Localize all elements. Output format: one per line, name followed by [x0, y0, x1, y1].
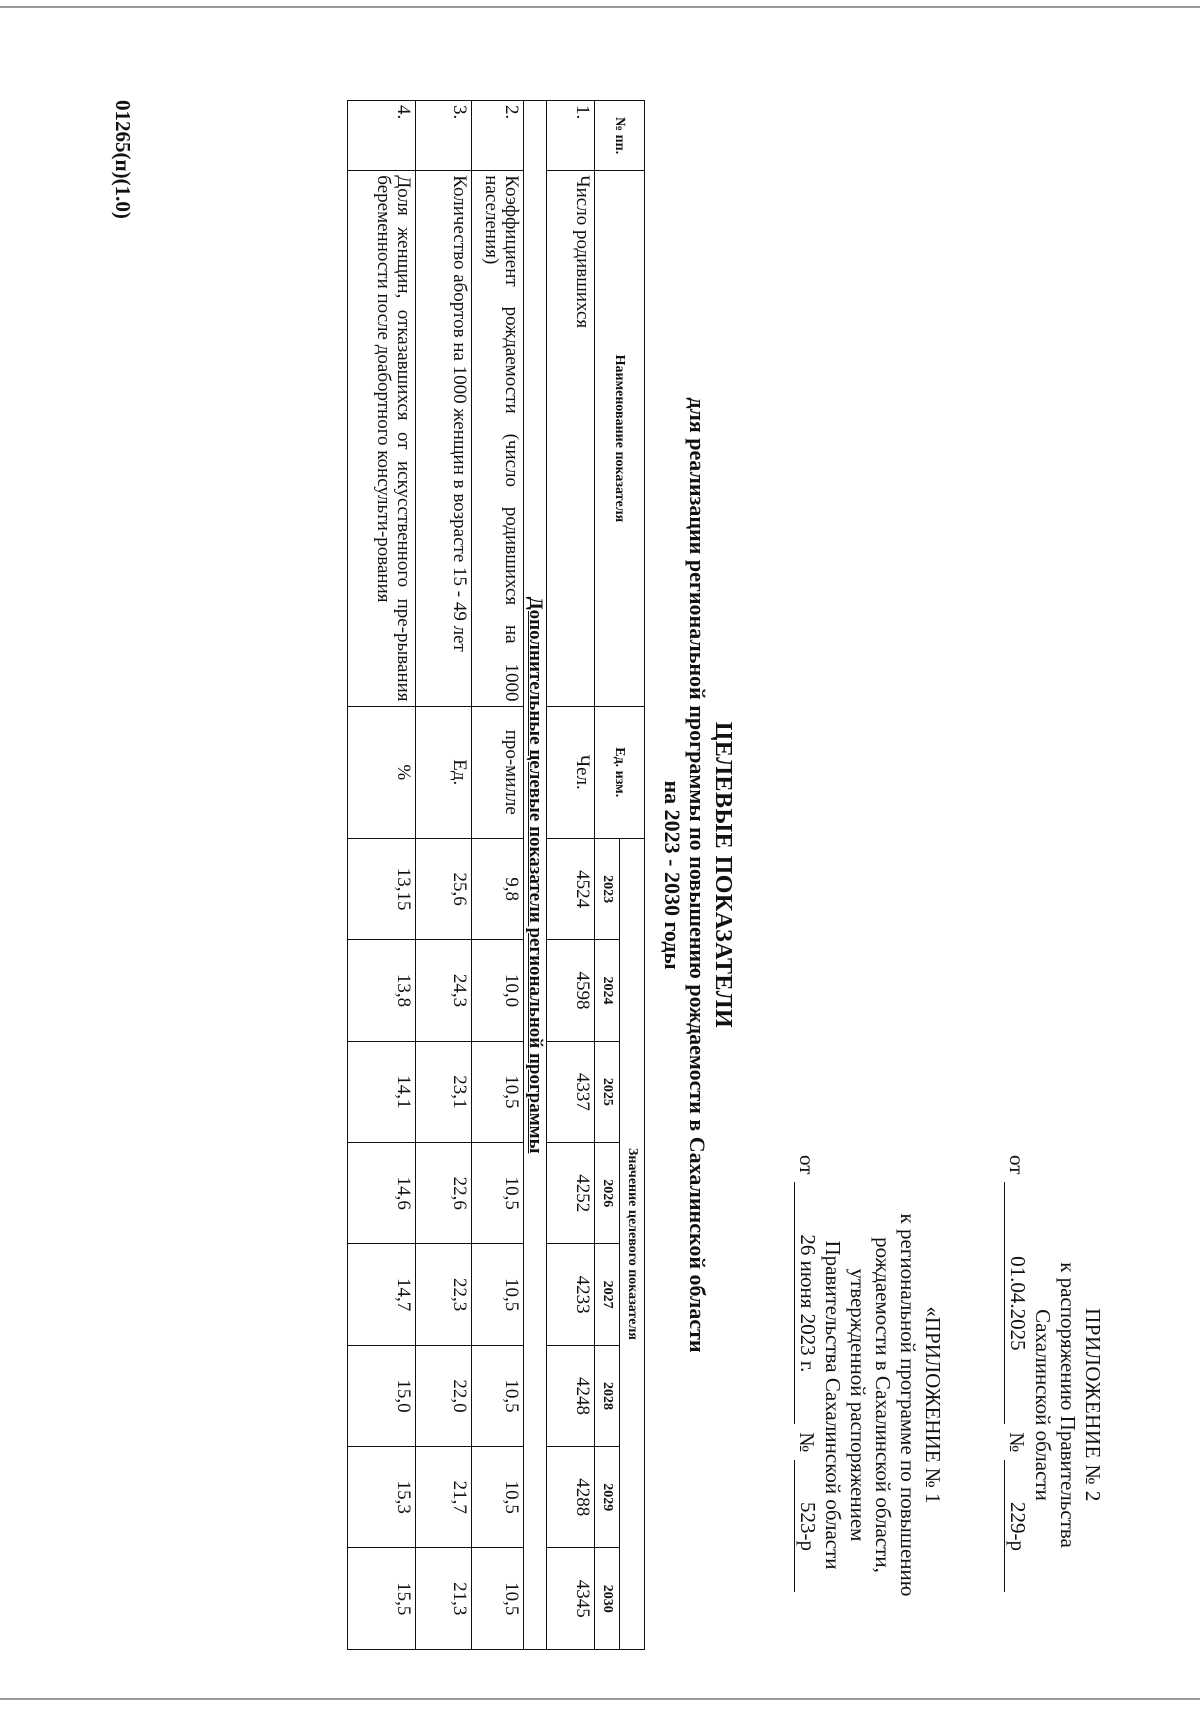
table-header-row — [620, 101, 645, 1650]
row-value: 14,6 — [348, 1143, 416, 1244]
appendix-title: ПРИЛОЖЕНИЕ № 2 — [1081, 1308, 1105, 1502]
header-year: 2028 — [595, 1345, 620, 1446]
row-value: 4598 — [547, 940, 595, 1041]
quote-date-row — [794, 1155, 820, 1655]
row-value: 22,3 — [416, 1244, 472, 1345]
row-value: 13,15 — [348, 838, 416, 939]
row-value: 10,5 — [472, 1143, 524, 1244]
document-heading — [660, 95, 735, 1655]
row-unit: про-милле — [472, 706, 524, 838]
quote-line: Правительства Сахалинской области — [821, 1240, 845, 1570]
appendix-number: 229-р — [1004, 1460, 1030, 1592]
scan-edge-bottom — [0, 1698, 1200, 1700]
header-num: № пп. — [595, 101, 645, 171]
section-title: Дополнительные целевые показатели региональной программы — [524, 101, 547, 1650]
quote-line: утвержденной распоряжением — [846, 1268, 870, 1542]
page-title: ЦЕЛЕВЫЕ ПОКАЗАТЕЛИ — [710, 721, 736, 1029]
row-value: 10,5 — [472, 1041, 524, 1142]
header-name: Наименование показателя — [595, 171, 645, 706]
appendix-date: 01.04.2025 — [1004, 1182, 1030, 1424]
row-value: 10,5 — [472, 1345, 524, 1446]
header-year: 2029 — [595, 1447, 620, 1548]
header-unit: Ед. изм. — [595, 706, 645, 838]
quote-title: «ПРИЛОЖЕНИЕ № 1 — [921, 1306, 945, 1504]
heading-subtitle: для реализации региональной программы по повышению рождаемости в Сахалинской области — [685, 397, 710, 1353]
row-unit: % — [348, 706, 416, 838]
row-value: 10,5 — [472, 1244, 524, 1345]
header-year: 2024 — [595, 940, 620, 1041]
row-value: 14,7 — [348, 1244, 416, 1345]
indicators-table — [347, 100, 645, 1650]
quote-line: рождаемости в Сахалинской области, — [871, 1237, 895, 1573]
row-value: 10,0 — [472, 940, 524, 1041]
row-unit: Чел. — [547, 706, 595, 838]
quote-number: 523-р — [794, 1460, 820, 1592]
row-value: 21,3 — [416, 1548, 472, 1650]
row-value: 15,0 — [348, 1345, 416, 1446]
row-value: 25,6 — [416, 838, 472, 939]
row-value: 4233 — [547, 1244, 595, 1345]
header-year: 2027 — [595, 1244, 620, 1345]
table-row — [472, 101, 524, 1650]
quote-date: 26 июня 2023 г. — [794, 1182, 820, 1424]
row-num: 4. — [348, 101, 416, 171]
appendix-header-block — [1004, 1155, 1105, 1655]
row-name: Доля женщин, отказавшихся от искусственного пре-рывания беременности после доабортного консульти-рования — [348, 171, 416, 706]
scan-edge-top — [0, 6, 1200, 8]
row-value: 23,1 — [416, 1041, 472, 1142]
row-value: 9,8 — [472, 838, 524, 939]
row-value: 4524 — [547, 838, 595, 939]
row-value: 14,1 — [348, 1041, 416, 1142]
appendix-line: Сахалинской области — [1031, 1309, 1055, 1501]
from-label: от — [795, 1155, 819, 1175]
row-value: 22,6 — [416, 1143, 472, 1244]
number-label: № — [795, 1432, 819, 1453]
row-num: 1. — [547, 101, 595, 171]
quote-line: к региональной программе по повышению — [896, 1213, 920, 1597]
row-name: Количество абортов на 1000 женщин в возрасте 15 - 49 лет — [416, 171, 472, 706]
row-value: 24,3 — [416, 940, 472, 1041]
appendix-quote-block — [794, 1155, 945, 1655]
row-value: 15,5 — [348, 1548, 416, 1650]
row-value: 4248 — [547, 1345, 595, 1446]
section-row — [524, 101, 547, 1650]
row-value: 10,5 — [472, 1447, 524, 1548]
row-num: 2. — [472, 101, 524, 171]
header-year: 2025 — [595, 1041, 620, 1142]
header-year: 2026 — [595, 1143, 620, 1244]
row-value: 4252 — [547, 1143, 595, 1244]
table-row — [416, 101, 472, 1650]
row-num: 3. — [416, 101, 472, 171]
row-value: 21,7 — [416, 1447, 472, 1548]
row-unit: Ед. — [416, 706, 472, 838]
header-year: 2030 — [595, 1548, 620, 1650]
row-value: 22,0 — [416, 1345, 472, 1446]
row-name: Коэффициент рождаемости (число родившихся на 1000 населения) — [472, 171, 524, 706]
row-value: 15,3 — [348, 1447, 416, 1548]
document-page — [65, 95, 1145, 1655]
row-value: 10,5 — [472, 1548, 524, 1650]
row-value: 4288 — [547, 1447, 595, 1548]
row-value: 4345 — [547, 1548, 595, 1650]
row-value: 13,8 — [348, 940, 416, 1041]
appendix-date-row — [1004, 1155, 1030, 1655]
appendix-line: к распоряжению Правительства — [1056, 1262, 1080, 1548]
table-row — [547, 101, 595, 1650]
document-code: 01265(п)(1.0) — [111, 100, 135, 219]
header-values: Значение целевого показателя — [620, 838, 645, 1649]
from-label: от — [1005, 1155, 1029, 1175]
header-year: 2023 — [595, 838, 620, 939]
row-value: 4337 — [547, 1041, 595, 1142]
number-label: № — [1005, 1432, 1029, 1453]
row-name: Число родившихся — [547, 171, 595, 706]
table-row — [348, 101, 416, 1650]
heading-period: на 2023 - 2030 годы — [660, 780, 685, 970]
